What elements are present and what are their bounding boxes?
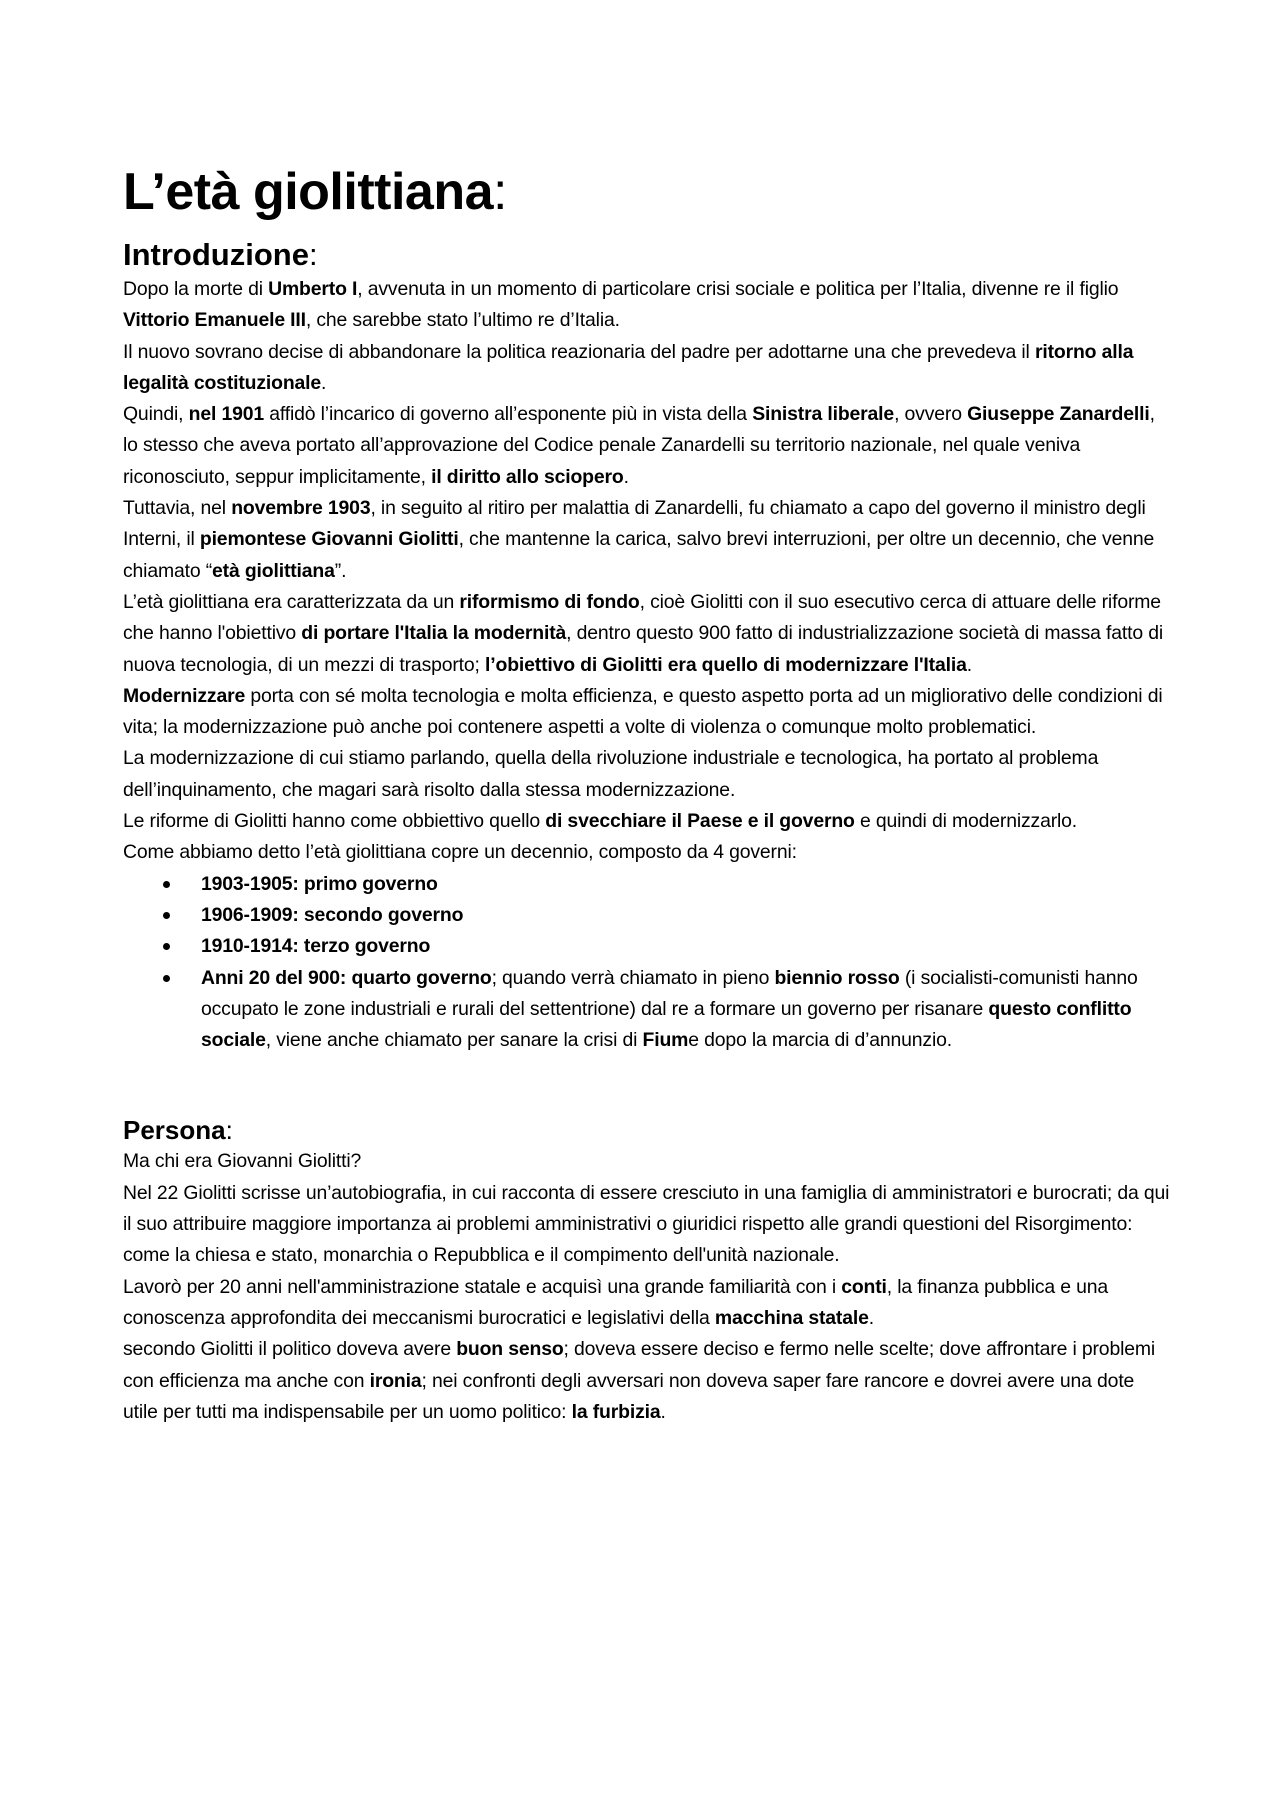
bold-text: 1906-1909: secondo governo bbox=[201, 903, 464, 926]
bullet-icon bbox=[163, 943, 170, 950]
text-run: Quindi, bbox=[123, 403, 189, 426]
bold-text: di svecchiare il Paese e il governo bbox=[545, 810, 855, 833]
bold-text: Fium bbox=[642, 1029, 689, 1052]
paragraph bbox=[123, 587, 1173, 681]
text-run: porta con sé molta tecnologia e molta efficienza, e questo aspetto porta ad un migliorativo delle condizioni di vita; la modernizzazione può anche poi contenere aspetti a volte di violenza o comunque molto problematici. bbox=[123, 684, 1163, 739]
paragraph bbox=[123, 1334, 1173, 1428]
paragraph bbox=[123, 806, 1173, 837]
bold-text: macchina statale bbox=[714, 1306, 869, 1329]
list-item bbox=[123, 963, 1173, 1057]
text-run: . bbox=[321, 371, 327, 394]
bullet-icon bbox=[163, 881, 170, 888]
text-run: , viene anche chiamato per sanare la crisi di bbox=[265, 1029, 643, 1052]
bold-text: Modernizzare bbox=[123, 684, 246, 707]
text-run: secondo Giolitti il politico doveva avere bbox=[123, 1338, 457, 1361]
text-run: Come abbiamo detto l’età giolittiana copre un decennio, composto da 4 governi: bbox=[123, 841, 797, 864]
text-run: ; quando verrà chiamato in pieno bbox=[491, 966, 775, 989]
bold-text: Sinistra liberale bbox=[752, 403, 895, 426]
text-run: L’età giolittiana era caratterizzata da un bbox=[123, 590, 460, 613]
section-heading-text: Introduzione bbox=[123, 237, 309, 272]
text-run: Ma chi era Giovanni Giolitti? bbox=[123, 1150, 362, 1173]
text-run: , avvenuta in un momento di particolare crisi sociale e politica per l’Italia, divenne re il figlio bbox=[357, 278, 1119, 300]
page-title bbox=[123, 160, 1173, 224]
heading-colon: : bbox=[225, 1115, 233, 1146]
bold-text: ironia bbox=[369, 1369, 422, 1392]
paragraph bbox=[123, 337, 1173, 400]
text-run: Tuttavia, nel bbox=[123, 497, 232, 520]
text-run: e dopo la marcia di d’annunzio. bbox=[688, 1029, 953, 1052]
text-run: , che sarebbe stato l’ultimo re d’Italia. bbox=[305, 309, 620, 332]
bold-text: età giolittiana bbox=[212, 559, 335, 582]
governments-list bbox=[123, 869, 1173, 1057]
text-run: Dopo la morte di bbox=[123, 278, 269, 300]
bold-text: Vittorio Emanuele III bbox=[123, 309, 306, 332]
text-run: , dentro questo 900 fatto di industrializzazione società di massa fatto di nuova tecnologia, di un mezzi di trasporto; bbox=[123, 622, 1163, 676]
text-run: ; nei confronti degli avversari non doveva saper fare rancore e dovrei avere una dote utile per tutti ma indispensabile per un uomo politico: bbox=[123, 1369, 1135, 1423]
text-run: , la finanza pubblica e una conoscenza approfondita dei meccanismi burocratici e legislativi della bbox=[123, 1275, 1109, 1329]
text-run: , cioè Giolitti con il suo esecutivo cerca di attuare delle riforme che hanno l'obiettivo bbox=[123, 590, 1161, 645]
document-body bbox=[123, 160, 1173, 1428]
bold-text: Giuseppe Zanardelli bbox=[967, 403, 1150, 426]
bold-text: l’obiettivo di Giolitti era quello di modernizzare l'Italia bbox=[485, 653, 967, 676]
text-run: ; doveva essere deciso e fermo nelle scelte; dove affrontare i problemi con efficienza ma anche con bbox=[123, 1338, 1156, 1392]
title-colon: : bbox=[493, 163, 507, 221]
bold-text: il diritto allo sciopero bbox=[431, 465, 624, 488]
text-run: Nel 22 Giolitti scrisse un’autobiografia, in cui racconta di essere cresciuto in una famiglia di amministratori e burocrati; da qui il suo attribuire maggiore importanza ai problemi amministrativi o giuridici rispetto alle grandi questioni del Risorgimento: come la chiesa e stato, monarchia o Repubblica e il compimento dell'unità nazionale. bbox=[123, 1181, 1170, 1267]
text-run: , che mantenne la carica, salvo brevi interruzioni, per oltre un decennio, che venne chiamato “ bbox=[123, 528, 1155, 582]
text-run: Il nuovo sovrano decise di abbandonare la politica reazionaria del padre per adottarne una che prevedeva il bbox=[123, 340, 1035, 363]
list-item bbox=[123, 900, 1173, 931]
paragraph bbox=[123, 743, 1173, 806]
section-heading-introduzione bbox=[123, 236, 1173, 274]
text-run: (i socialisti-comunisti hanno occupato le zone industriali e rurali del settentrione) dal re a formare un governo per risanare bbox=[201, 966, 1138, 1020]
bold-text: Umberto I bbox=[268, 278, 358, 300]
bullet-icon bbox=[163, 912, 170, 919]
section-heading-text: Persona bbox=[123, 1115, 226, 1146]
bold-text: ritorno alla legalità costituzionale bbox=[123, 340, 1134, 394]
bold-text: biennio rosso bbox=[774, 966, 900, 989]
paragraph bbox=[123, 1178, 1173, 1272]
bold-text: la furbizia bbox=[571, 1400, 661, 1423]
text-run: . bbox=[660, 1400, 666, 1423]
text-run: , lo stesso che aveva portato all’approvazione del Codice penale Zanardelli su territorio nazionale, nel quale veniva riconosciuto, seppur implicitamente, bbox=[123, 403, 1155, 488]
text-run: . bbox=[868, 1306, 874, 1329]
page-title-text: L’età giolittiana bbox=[123, 163, 493, 221]
bullet-icon bbox=[163, 975, 170, 982]
bold-text: riformismo di fondo bbox=[459, 590, 640, 613]
bold-text: buon senso bbox=[456, 1338, 564, 1361]
bold-text: 1910-1914: terzo governo bbox=[201, 935, 431, 958]
intro-paragraphs bbox=[123, 274, 1173, 869]
text-run: Le riforme di Giolitti hanno come obbiettivo quello bbox=[123, 810, 546, 833]
paragraph bbox=[123, 681, 1173, 744]
text-run: , ovvero bbox=[894, 403, 968, 426]
text-run: affidò l’incarico di governo all’esponente più in vista della bbox=[263, 403, 753, 426]
paragraph bbox=[123, 837, 1173, 868]
bold-text: Anni 20 del 900: quarto governo bbox=[201, 966, 492, 989]
paragraph bbox=[123, 274, 1173, 337]
text-run: . bbox=[966, 653, 972, 676]
heading-colon: : bbox=[308, 237, 318, 272]
bold-text: nel 1901 bbox=[188, 403, 264, 426]
bold-text: conti bbox=[841, 1275, 887, 1298]
list-item bbox=[123, 931, 1173, 962]
paragraph bbox=[123, 399, 1173, 493]
text-run: . bbox=[623, 465, 629, 488]
bold-text: di portare l'Italia la modernità bbox=[301, 622, 567, 645]
paragraph bbox=[123, 1272, 1173, 1335]
bold-text: novembre 1903 bbox=[231, 497, 371, 520]
section-heading-persona bbox=[123, 1114, 1173, 1146]
text-run: ”. bbox=[334, 559, 347, 582]
text-run: La modernizzazione di cui stiamo parlando, quella della rivoluzione industriale e tecnologica, ha portato al problema dell’inquinamento, che magari sarà risolto dalla stessa modernizzazione. bbox=[123, 747, 1099, 801]
paragraph bbox=[123, 1146, 1173, 1177]
text-run: Lavorò per 20 anni nell'amministrazione statale e acquisì una grande familiarità con i bbox=[123, 1275, 842, 1298]
section-persona bbox=[123, 1114, 1173, 1428]
bold-text: questo conflitto sociale bbox=[201, 997, 1132, 1052]
paragraph bbox=[123, 493, 1173, 587]
text-run: e quindi di modernizzarlo. bbox=[854, 810, 1078, 833]
bold-text: piemontese Giovanni Giolitti bbox=[199, 528, 459, 551]
text-run: , in seguito al ritiro per malattia di Zanardelli, fu chiamato a capo del governo il ministro degli Interni, il bbox=[123, 497, 1146, 551]
persona-paragraphs bbox=[123, 1146, 1173, 1428]
list-item bbox=[123, 869, 1173, 900]
bold-text: 1903-1905: primo governo bbox=[201, 872, 438, 895]
